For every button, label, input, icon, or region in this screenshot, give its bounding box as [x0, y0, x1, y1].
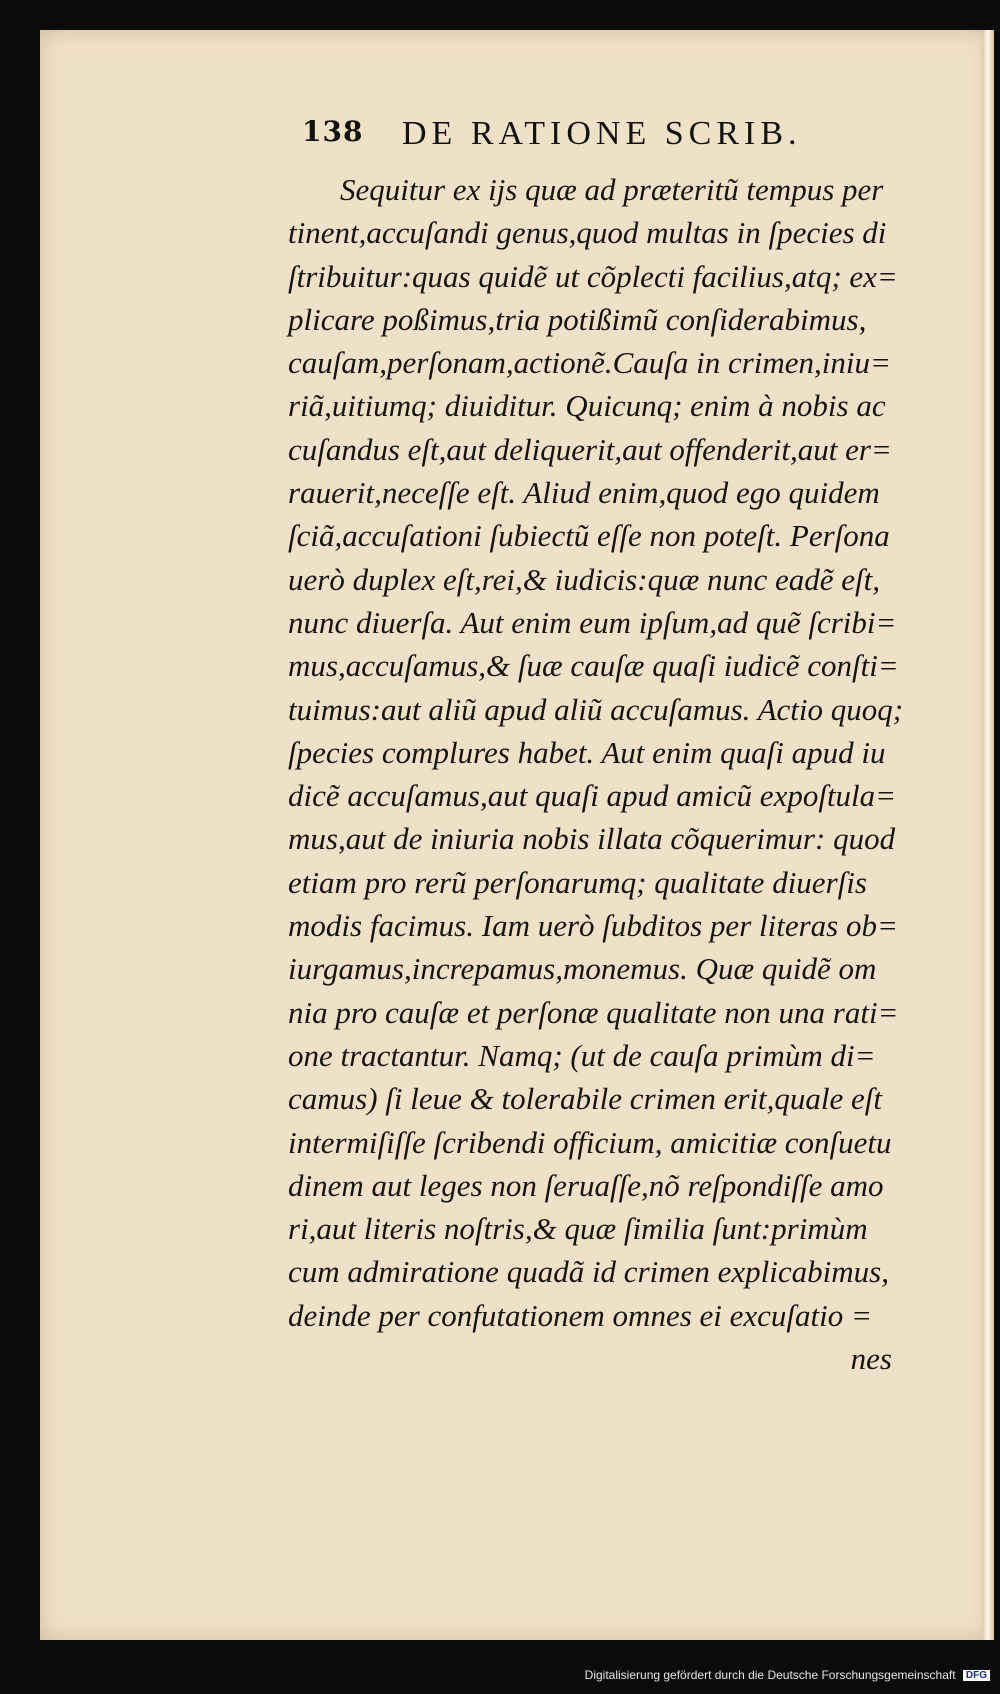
text-line: nia pro cauſæ et perſonæ qualitate non una rati=: [288, 994, 899, 1030]
running-head: DE RATIONE SCRIB.: [402, 115, 802, 152]
text-line: modis facimus. Iam uerò ſubditos per literas ob=: [288, 908, 898, 944]
page-edge: [982, 30, 994, 1640]
text-line: one tractantur. Namq; (ut de cauſa primùm di=: [288, 1037, 876, 1073]
text-line: iurgamus,increpamus,monemus. Quæ quidẽ om: [288, 951, 877, 987]
text-line: mus,accuſamus,& ſuæ cauſæ quaſi iudicẽ conſti=: [288, 648, 899, 684]
text-line: ſpecies complures habet. Aut enim quaſi apud iu: [288, 734, 886, 770]
text-line: camus) ſi leue & tolerabile crimen erit,quale eſt: [288, 1081, 883, 1117]
text-line: cuſandus eſt,aut deliquerit,aut offenderit,aut er=: [288, 431, 892, 467]
credit-text: Digitalisierung gefördert durch die Deutsche Forschungsgemeinschaft: [584, 1668, 956, 1682]
text-line: etiam pro rerũ perſonarumq; qualitate diuerſis: [288, 864, 867, 900]
text-line: mus,aut de iniuria nobis illata cõquerimur: quod: [288, 821, 896, 857]
text-line: deinde per confutationem omnes ei excuſatio =: [288, 1297, 872, 1333]
text-line: intermiſiſſe ſcribendi officium, amicitiæ conſuetu: [288, 1124, 892, 1160]
text-line: plicare poßimus,tria potißimũ conſiderabimus,: [288, 301, 867, 337]
digitization-credit: [585, 1668, 990, 1682]
text-line: ri,aut literis noſtris,& quæ ſimilia ſunt:primùm: [288, 1211, 868, 1247]
text-line: Sequitur ex ijs quæ ad præteritũ tempus per: [340, 172, 884, 207]
text-line: nunc diuerſa. Aut enim eum ipſum,ad quẽ ſcribi=: [288, 604, 897, 640]
catchword: nes: [850, 1341, 892, 1377]
text-line: tuimus:aut aliũ apud aliũ accuſamus. Actio quoq;: [288, 691, 904, 727]
text-line: uerò duplex eſt,rei,& iudicis:quæ nunc eadẽ eſt,: [288, 561, 881, 597]
text-line: dicẽ accuſamus,aut quaſi apud amicũ expoſtula=: [288, 778, 897, 814]
page-number: 138: [302, 115, 364, 148]
text-line: tinent,accuſandi genus,quod multas in ſpecies di: [288, 215, 887, 251]
text-line: dinem aut leges non ſeruaſſe,nõ reſpondiſſe amo: [288, 1167, 884, 1203]
body-text: [288, 168, 908, 1380]
page-header: [302, 115, 862, 161]
text-line: ſtribuitur:quas quidẽ ut cõplecti facilius,atq; ex=: [288, 258, 898, 294]
text-line: cauſam,perſonam,actionẽ.Cauſa in crimen,iniu=: [288, 345, 891, 381]
dfg-logo: DFG: [963, 1670, 990, 1681]
text-line: cum admiratione quadã id crimen explicabimus,: [288, 1254, 889, 1290]
text-line: riã,uitiumq; diuiditur. Quicunq; enim à nobis ac: [288, 388, 886, 424]
text-line: ſciã,accuſationi ſubiectũ eſſe non poteſt. Perſona: [288, 518, 890, 554]
text-line: rauerit,neceſſe eſt. Aliud enim,quod ego quidem: [288, 475, 880, 511]
